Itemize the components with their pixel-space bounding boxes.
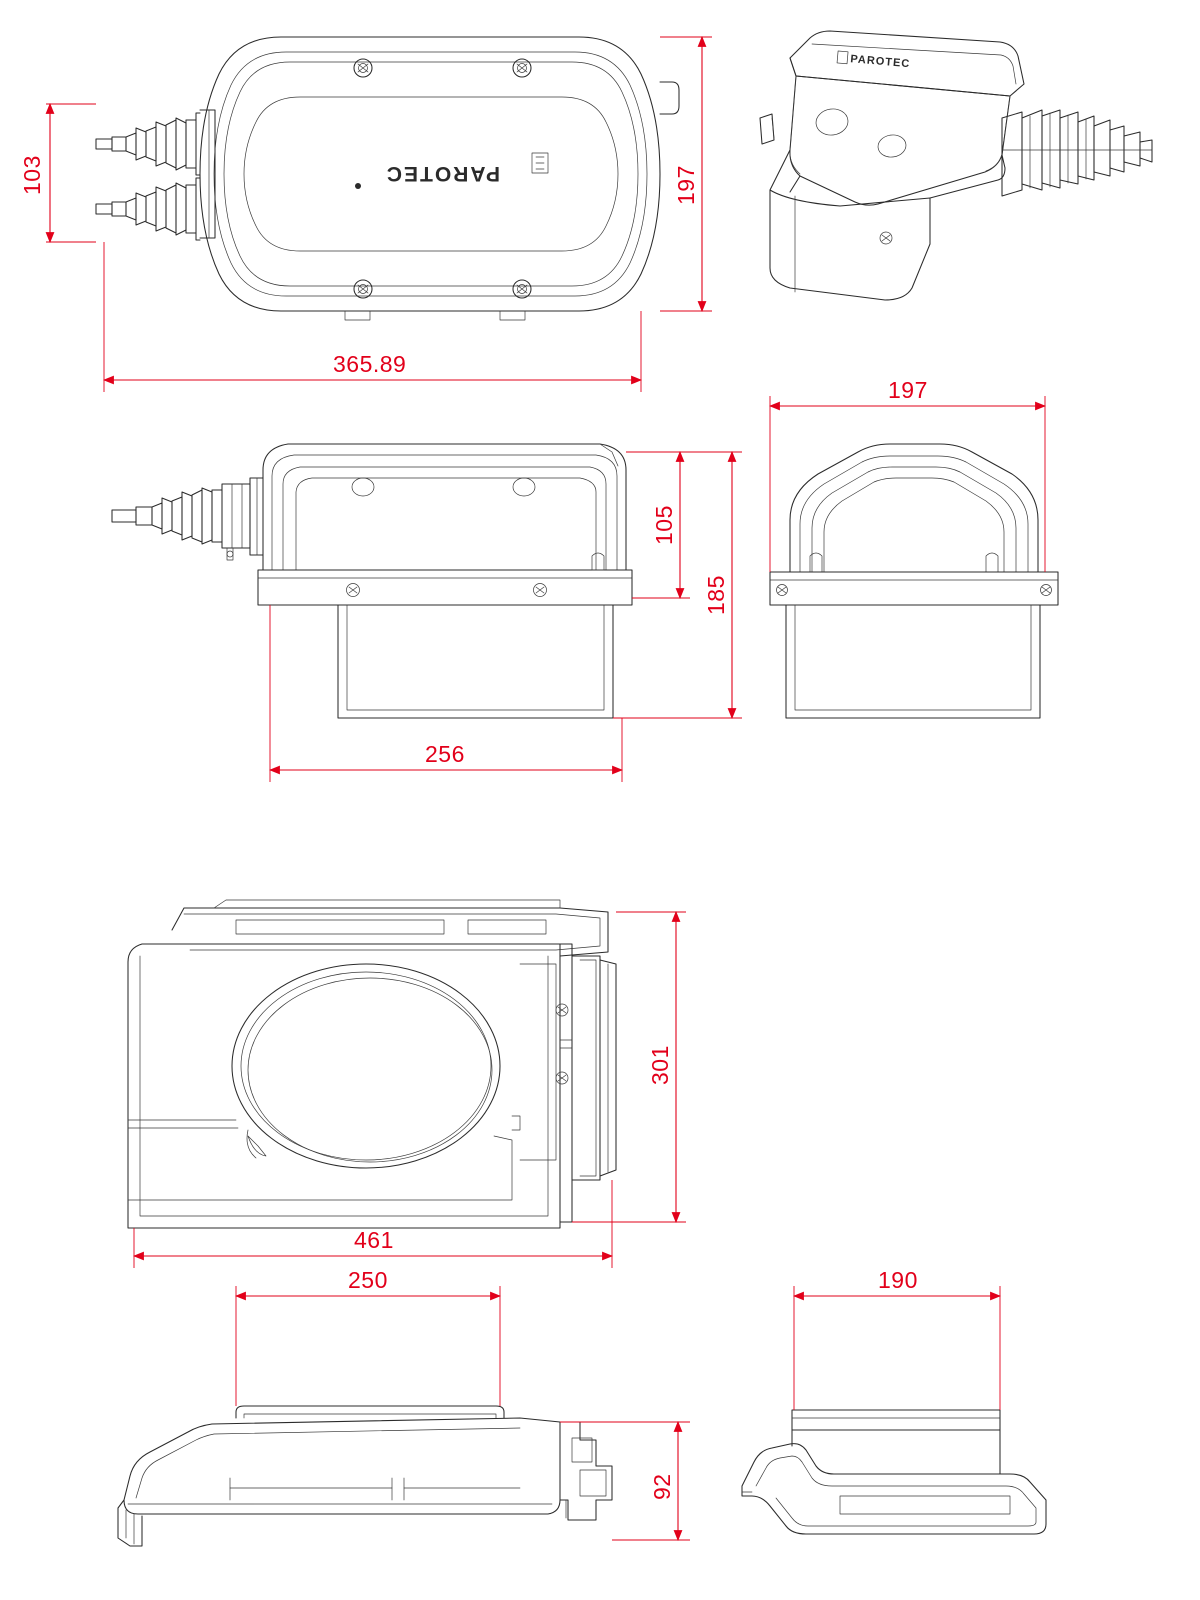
dim-105: 105 — [651, 505, 677, 545]
pump-head-end-view — [770, 444, 1058, 718]
pump-head-side-view — [112, 444, 632, 718]
dim-190: 190 — [878, 1267, 918, 1293]
pump-head-isometric-view — [760, 31, 1152, 300]
dim-185: 185 — [703, 575, 729, 615]
dim-301: 301 — [647, 1045, 673, 1085]
housing-side-view — [742, 1410, 1046, 1534]
view3-dimensions — [270, 452, 742, 782]
dim-197-end: 197 — [888, 377, 928, 403]
dim-197-top: 197 — [673, 165, 699, 205]
dim-103: 103 — [19, 155, 45, 195]
pump-head-front-view — [96, 37, 679, 320]
dim-92: 92 — [649, 1473, 675, 1500]
view6-dimensions — [236, 1267, 690, 1540]
brand-logo-iso: PAROTEC — [849, 53, 911, 71]
housing-plan-view — [128, 900, 616, 1228]
dim-256: 256 — [425, 741, 465, 767]
view7-dimensions — [794, 1267, 1000, 1410]
dim-461: 461 — [354, 1227, 394, 1253]
dim-365-89: 365.89 — [333, 351, 407, 377]
brand-logo-text: PAROTEC — [384, 162, 500, 185]
housing-front-view — [118, 1406, 612, 1546]
dim-250: 250 — [348, 1267, 388, 1293]
view5-dimensions — [134, 912, 686, 1268]
view1-dimensions — [19, 37, 712, 392]
